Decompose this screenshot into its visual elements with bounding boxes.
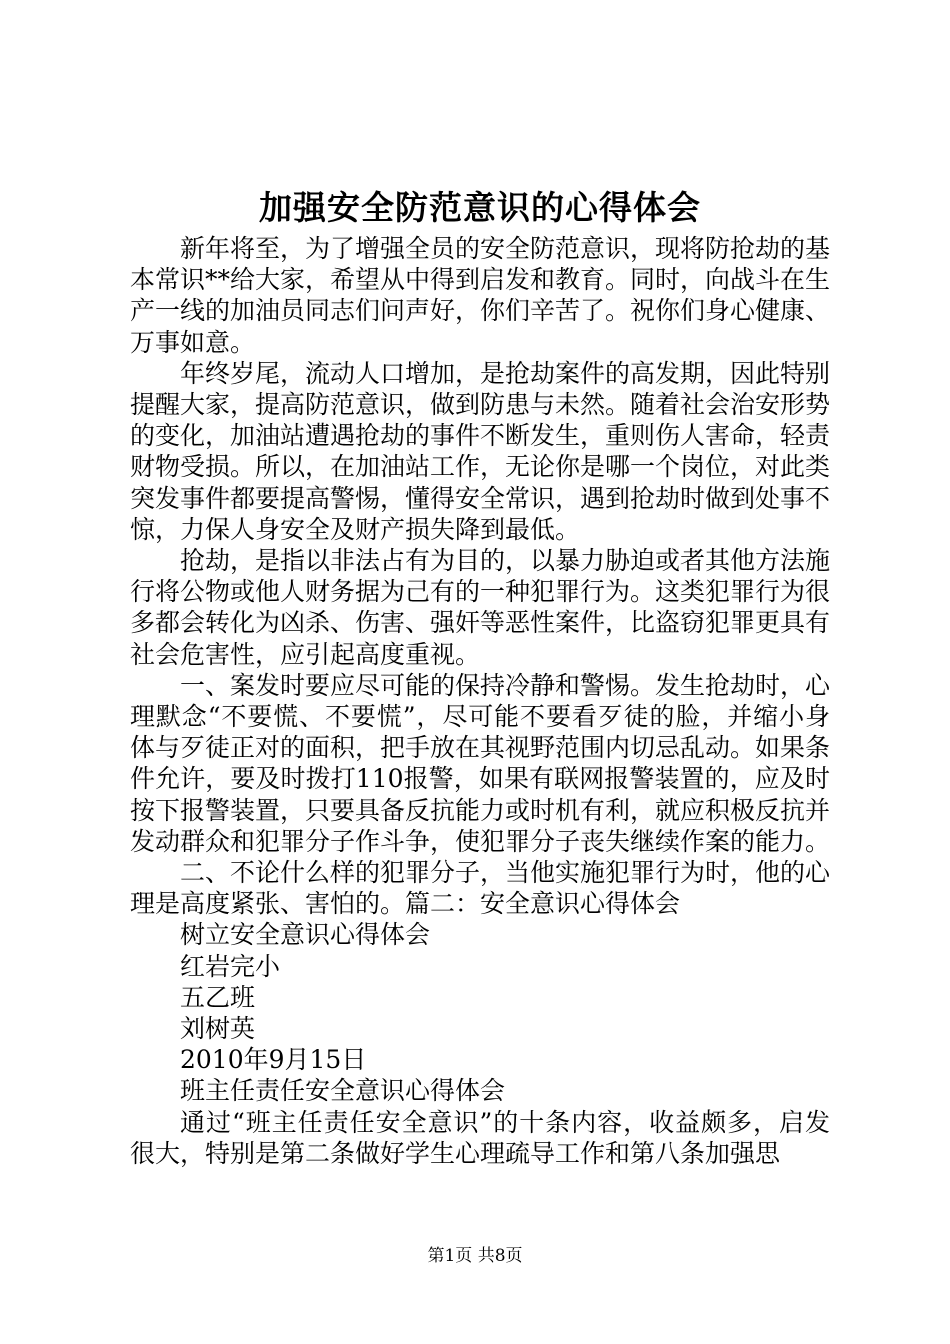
subheading-line: 班主任责任安全意识心得体会 xyxy=(180,1076,506,1106)
document-body xyxy=(130,233,830,1169)
date-line: 2010年9月15日 xyxy=(180,1045,367,1075)
paragraph: 新年将至，为了增强全员的安全防范意识，现将防抢劫的基本常识**给大家，希望从中得到启发和教育。同时，向战斗在生产一线的加油员同志们问声好，你们辛苦了。祝你们身心健康、万事如意。 xyxy=(130,234,831,357)
paragraph: 一、案发时要应尽可能的保持冷静和警惕。发生抢劫时，心理默念“不要慌、不要慌”，尽可能不要看歹徒的脸，并缩小身体与歹徒正对的面积，把手放在其视野范围内切忌乱动。如果条件允许，要及时拨打110报警，如果有联网报警装置的，应及时按下报警装置，只要具备反抗能力或时机有利，就应积极反抗并发动群众和犯罪分子作斗争，使犯罪分子丧失继续作案的能力。 xyxy=(130,670,831,856)
paragraph: 抢劫，是指以非法占有为目的，以暴力胁迫或者其他方法施行将公物或他人财务据为己有的一种犯罪行为。这类犯罪行为很多都会转化为凶杀、伤害、强奸等恶性案件，比盗窃犯罪更具有社会危害性，应引起高度重视。 xyxy=(130,546,831,669)
class-line: 五乙班 xyxy=(180,982,256,1012)
paragraph: 通过“班主任责任安全意识”的十条内容，收益颇多，启发很大，特别是第二条做好学生心理疏导工作和第八条加强思 xyxy=(130,1107,830,1168)
heading-line: 树立安全意识心得体会 xyxy=(180,920,431,950)
paragraph: 年终岁尾，流动人口增加，是抢劫案件的高发期，因此特别提醒大家，提高防范意识，做到防患与未然。随着社会治安形势的变化，加油站遭遇抢劫的事件不断发生，重则伤人害命，轻责财物受损。所以，在加油站工作，无论你是哪一个岗位，对此类突发事件都要提高警惕，懂得安全常识，遇到抢劫时做到处事不惊，力保人身安全及财产损失降到最低。 xyxy=(130,358,831,544)
school-line: 红岩完小 xyxy=(180,951,281,981)
page-footer: 第1页 共8页 xyxy=(427,1246,523,1266)
paragraph: 二、不论什么样的犯罪分子，当他实施犯罪行为时，他的心理是高度紧张、害怕的。篇二：安全意识心得体会 xyxy=(130,858,831,919)
document-title: 加强安全防范意识的心得体会 xyxy=(259,188,701,227)
author-line: 刘树英 xyxy=(180,1014,256,1044)
